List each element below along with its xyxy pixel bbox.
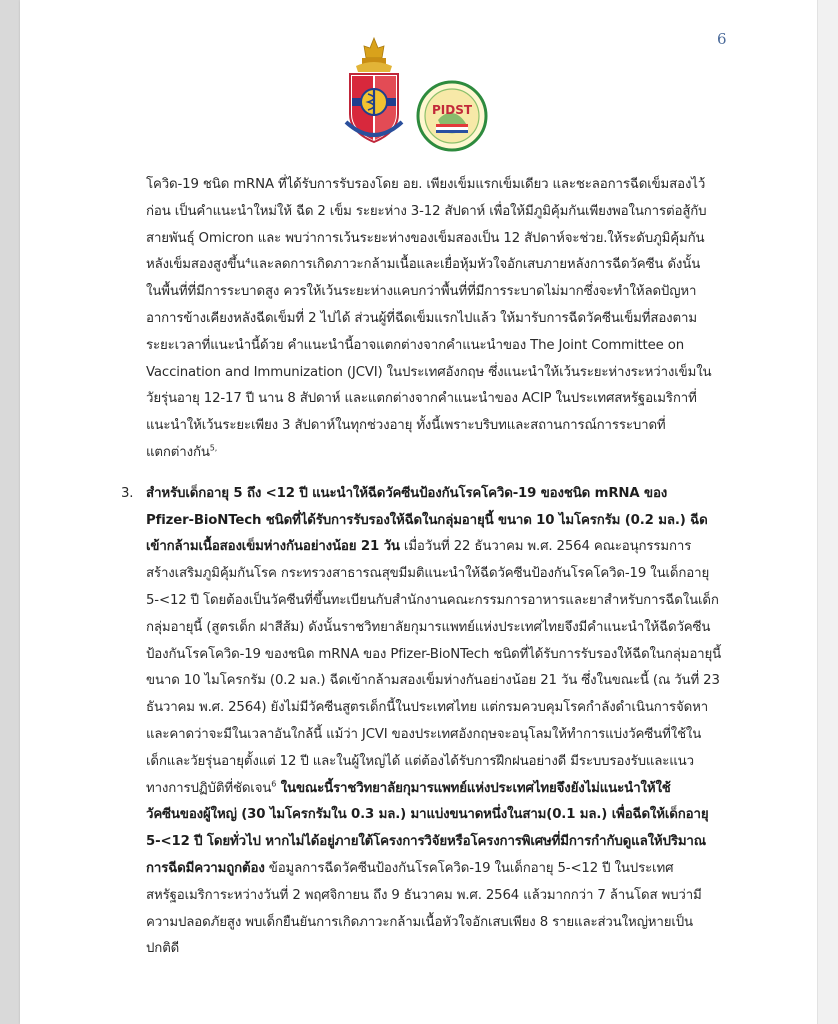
paragraph-line: ในพื้นที่ที่มีการระบาดสูง ควรให้เว้นระยะห่างแคบกว่าพื้นที่ที่มีการระบาดไม่มากซึ่งจะทำให้ลดปัญหา: [146, 284, 697, 300]
svg-text:PIDST: PIDST: [431, 103, 473, 117]
intro-paragraph: [146, 172, 736, 467]
paragraph-line: อาการข้างเคียงหลังฉีดเข็มที่ 2 ไปได้ ส่วนผู้ที่ฉีดเข็มแรกไปแล้ว ให้มารับการฉีดวัคซีนเข็มที่สองตาม: [146, 310, 697, 326]
paragraph-line: เด็กและวัยรุ่นอายุตั้งแต่ 12 ปี และในผู้ใหญ่ได้ แต่ต้องได้รับการฝึกฝนอย่างดี มีระบบรองรับและแนว: [146, 753, 694, 769]
bold-text: สำหรับเด็กอายุ 5 ถึง <12 ปี แนะนำให้ฉีดวัคซีนป้องกันโรคโควิด-19 ของชนิด mRNA ของ: [146, 485, 668, 501]
paragraph-line: [146, 534, 736, 561]
bold-text: วัคซีนของผู้ใหญ่ (30 ไมโครกรัมใน 0.3 มล.) มาแบ่งขนาดหนึ่งในสาม(0.1 มล.) เพื่อฉีดให้เด็กอายุ: [146, 807, 709, 823]
document-body: [121, 172, 736, 963]
paragraph-line: ก่อน เป็นคำแนะนำใหม่ให้ ฉีด 2 เข็ม ระยะห่าง 3-12 สัปดาห์ เพื่อให้มีภูมิคุ้มกันเพียงพอในการต่อสู้กับ: [146, 203, 707, 219]
bold-text: 5-<12 ปี โดยทั่วไป หากไม่ได้อยู่ภายใต้โครงการวิจัยหรือโครงการพิเศษที่มีการกำกับดูแลให้ปริมาณ: [146, 834, 706, 850]
page-number: 6: [717, 30, 727, 48]
paragraph-line: ความปลอดภัยสูง พบเด็กยืนยันการเกิดภาวะกล้ามเนื้อหัวใจอักเสบเพียง 8 รายและส่วนใหญ่หายเป็น: [146, 914, 693, 930]
footnote-ref: 5,: [209, 443, 218, 453]
paragraph-line: ธันวาคม พ.ศ. 2564) ยังไม่มีวัคซีนสูตรเด็กนี้ในประเทศไทย แต่กรมควบคุมโรคกำลังดำเนินการจัดหา: [146, 700, 709, 716]
bold-text: การฉีดมีความถูกต้อง: [146, 860, 265, 876]
paragraph-line: ปกติดี: [146, 941, 180, 957]
paragraph-line: [146, 776, 736, 803]
paragraph-line: สร้างเสริมภูมิคุ้มกันโรค กระทรวงสาธารณสุขมีมติแนะนำให้ฉีดวัคซีนป้องกันโรคโควิด-19 ในเด็กอายุ: [146, 566, 710, 582]
pidst-logo: [416, 80, 488, 152]
paragraph-line: [146, 508, 736, 535]
paragraph-line: Vaccination and Immunization (JCVI) ในประเทศอังกฤษ ซึ่งแนะนำให้เว้นระยะห่างระหว่างเข็มใน: [146, 364, 712, 380]
line-text: แตกต่างกัน: [146, 444, 210, 460]
paragraph-line: [146, 856, 736, 883]
paragraph-line: กลุ่มอายุนี้ (สูตรเด็ก ฝาสีส้ม) ดังนั้นราชวิทยาลัยกุมารแพทย์แห่งประเทศไทยจึงมีคำแนะนำให้ฉีดวัคซีน: [146, 619, 711, 635]
paragraph-line: วัยรุ่นอายุ 12-17 ปี นาน 8 สัปดาห์ และแตกต่างจากคำแนะนำของ ACIP ในประเทศสหรัฐอเมริกาที่: [146, 391, 697, 407]
footnote-ref: 6: [271, 779, 277, 789]
line-text: เมื่อวันที่ 22 ธันวาคม พ.ศ. 2564 คณะอนุกรรมการ: [399, 539, 692, 555]
paragraph-line: [146, 802, 736, 829]
paragraph-line: 5-<12 ปี โดยต้องเป็นวัคซีนที่ขึ้นทะเบียนกับสำนักงานคณะกรรมการอาหารและยาสำหรับการฉีดในเด็ก: [146, 592, 719, 608]
paragraph-line: โควิด-19 ชนิด mRNA ที่ได้รับการรับรองโดย อย. เพียงเข็มแรกเข็มเดียว และชะลอการฉีดเข็มสองไว้: [146, 177, 706, 192]
list-item-3: [121, 481, 736, 963]
document-page: [20, 0, 818, 1024]
paragraph-line: ขนาด 10 ไมโครกรัม (0.2 มล.) ฉีดเข้ากล้ามสองเข็มห่างกันอย่างน้อย 21 วัน ซึ่งในขณะนี้ (ณ วันที่ 23: [146, 673, 720, 689]
header-logos: [338, 36, 488, 152]
scrollbar-track[interactable]: [817, 0, 838, 1024]
paragraph-line: [146, 481, 736, 508]
line-text: ข้อมูลการฉีดวัคซีนป้องกันโรคโควิด-19 ในเด็กอายุ 5-<12 ปี ในประเทศ: [264, 860, 674, 876]
paragraph-line: หลังเข็มสองสูงขึ้น⁴และลดการเกิดภาวะกล้ามเนื้อและเยื่อหุ้มหัวใจอักเสบภายหลังการฉีดวัคซีน ดังนั้น: [146, 257, 701, 273]
paragraph-line: สหรัฐอเมริการะหว่างวันที่ 2 พฤศจิกายน ถึง 9 ธันวาคม พ.ศ. 2564 แล้วมากกว่า 7 ล้านโดส พบว่ามี: [146, 887, 702, 903]
line-text: ทางการปฏิบัติที่ชัดเจน: [146, 780, 272, 796]
paragraph-line: แนะนำให้เว้นระยะเพียง 3 สัปดาห์ในทุกช่วงอายุ ทั้งนี้เพราะบริบทและสถานการณ์การระบาดที่: [146, 418, 666, 434]
bold-text: Pfizer-BioNTech ชนิดที่ได้รับการรับรองให้ฉีดในกลุ่มอายุนี้ ขนาด 10 ไมโครกรัม (0.2 มล.) ฉีด: [146, 512, 708, 528]
paragraph-line: [146, 829, 736, 856]
bold-text: เข้ากล้ามเนื้อสองเข็มห่างกันอย่างน้อย 21 วัน: [146, 539, 400, 555]
paragraph-line: ป้องกันโรคโควิด-19 ของชนิด mRNA ของ Pfizer-BioNTech ชนิดที่ได้รับการรับรองให้ฉีดในกลุ่มอายุนี้: [146, 646, 722, 662]
bold-text: ในขณะนี้ราชวิทยาลัยกุมารแพทย์แห่งประเทศไทยจึงยังไม่แนะนำให้ใช้: [276, 780, 671, 796]
paragraph-line: ระยะเวลาที่แนะนำนี้ด้วย คำแนะนำนี้อาจแตกต่างจากคำแนะนำของ The Joint Committee on: [146, 337, 685, 353]
paragraph-line: และคาดว่าจะมีในเวลาอันใกล้นี้ แม้ว่า JCVI ของประเทศอังกฤษจะอนุโลมให้ทำการแบ่งวัคซีนที่ใช้ใน: [146, 726, 702, 742]
paragraph-line: [146, 440, 736, 467]
paragraph-line: สายพันธุ์ Omicron และ พบว่าการเว้นระยะห่างของเข็มสองเป็น 12 สัปดาห์จะช่วย.ให้ระดับภูมิคุ้มกัน: [146, 230, 705, 246]
royal-college-shield-logo: [338, 36, 410, 148]
list-number: 3.: [121, 485, 134, 501]
